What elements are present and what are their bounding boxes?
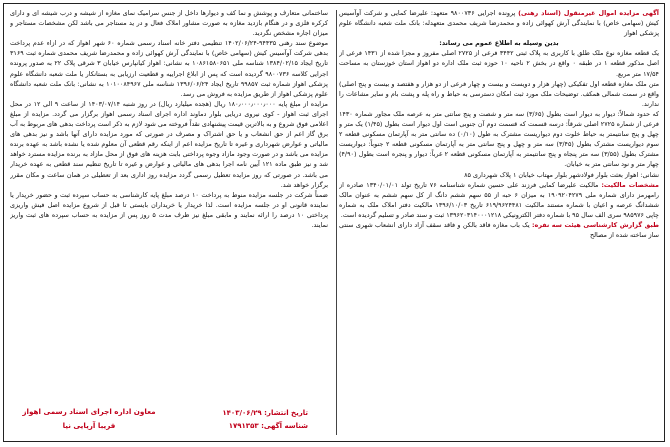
ownership-paragraph [339, 180, 659, 220]
participation-terms: ضمناً شرکت در جلسه مزایده منوط به پرداخت ۱۰ درصد مبلغ پایه کارشناسی به حساب سپرده ثبت و حضور خریدار یا نماینده قانونی او در جلسه مزایده است. لذا خریدار یا خریداران بایستی تا قبل از شروع مزایده اصل فیش واریزی پرداختی ۱۰ درصد را ارائه نمایند و مابقی مبلغ نیز ظرف مدت ۵ روز پس از مزایده به حساب سپرده های ثبت واریز نمایند. [10, 190, 328, 229]
ownership-text: مالکیت علیرضا کمایی فرزند علی حسین شماره شناسنامه ۷۶ تاریخ تولد ۱۳۴۰/۰۱/۰۱ صادره از رامهرمز دارای شماره ملی ۱۹۰۹۲۰۴۲۷۹ به میزان ۶ حبه از ۵۵ سهم ششم دانگ از کل سهم ششم به عنوان مالک ششدانگ عرصه و اعیان با شماره مستند مالکیت ۶۱۹/۹۶۲۴۴۸۱ تاریخ ۱۳۹۶/۱۰/۰۳ مالکیت دفتر املاک ملک به شماره چاپی ۹۸۵۹۷۶ سری الف سال ۹۵ با شماره دفتر الکترونیکی ۱۳۹۶۲۰۳۱۴۰۰۰۱۲۱۸ ثبت و سند صادر و تسلیم گردیده است. [339, 180, 659, 219]
notice-title-paragraph [339, 8, 659, 38]
property-address: نشانی: اهواز بعثت بلوار فولادشهر بلوار مهتاب خیابان ۱ پلاک شهرداری ۸۵ [464, 170, 659, 179]
expert-text: یک باب مغازه فاقد بالکن و فاقد سقف آزاد دارای انشعاب شهری سنتی ساز ساخته شده از مصالح [339, 220, 659, 240]
notice-title: آگهی مزایده اموال غیرمنقول (اسناد رهنی) [518, 9, 659, 17]
notice-id-line [198, 420, 308, 433]
signature-block [14, 405, 164, 433]
notice-id: ۱۷۹۱۳۵۳ [228, 422, 259, 430]
notice-page [3, 3, 665, 442]
notice-left-column [10, 8, 328, 389]
expert-paragraph [339, 220, 659, 240]
notice-announcement: بدین وسیله به اطلاع عموم می رساند: [439, 39, 559, 48]
column-divider [336, 10, 337, 435]
notice-right-column [339, 8, 659, 437]
property-boundaries: که حدود شمالاً: دیوار به دیوار است بطول (۳/۶۵) سه متر و شصت و پنج سانتی متر به عرصه ملک مجاور شماره ۱۴۳۰ فرعی از شماره ۲۷۲۵ اصلی شرقاً: درسه قسمت که قسمت دوم آن جنوبی است اول دیوار است بطول (۱/۴۵) یک متر و چهل و پنج سانتیمتر به حیاط خلوت دوم دیواریست مشترک به طول (۰/۱۰) ده سانتی متر به آپارتمان مسکونی قطعه ۲ سوم دیواریست مشترک بطول (۳/۴۵) سه متر و چهل و پنج سانتی متر به آپارتمان مسکونی قطعه ۲ جنوباً: دیواریست مشترک بطول (۳/۵۵) سه متر پنجاه و پنج سانتیمتر به آپارتمان مسکونی قطعه ۲ غرباً: دیوار و پنجره است بطول (۴/۹۰) چهار متر و نود سانتی متر به خیابان. [339, 109, 659, 169]
property-condition: ساختمانی متعارف و پوشش و نما کف و دیوارها داخل از جنس سرامیک نمای مغازه از شیشه و درب شیشه ای و دارای کرکره فلزی و در هنگام بازدید مغازه به صورت مشاور املاک فعال و در ید مستاجر می باشد لکن مشخصات مستاجر و میزان اجاره مشخص نگردید. [10, 9, 328, 38]
expert-label: طبق گزارش کارشناسی هیئت سه نفره: [531, 220, 659, 229]
mortgage-details: موضوع سند رهنی ۹۴۴۳۵-۱۴۰۲/۰۶/۲۴ تنظیمی دفتر خانه اسناد رسمی شماره ۶۰ شهر اهواز که در ازاء عدم پرداخت بدهی شرکت آوآسیس کیش (سهامی خاص) با نمایندگی آرش کهوائی زاده و محمدرضا شریف محمدی شماره ثبت ۳۱۶۹ تاریخ ایجاد ۱۳۸۴/۰۲/۱۵ شناسه ملی ۱۰۸۶۱۵۸۰۶۵۱ به نشانی: اهواز کیانپارس خیابان ۳ شرقی پلاک ۲۲ به صدور پرونده اجرایی کلاسه ۹۸۰۰۷۳۶ گردیده است که پس از ابلاغ اجراییه و قطعیت ارزیابی به بستانکار یا ملت شعبه دانشگاه علوم پزشکی اهواز شماره ثبت ۹۹۸۵۷ تاریخ ایجاد ۱۳۹۶/۰۶/۲۴ شناسه ملی ۱۰۱۰۰۸۴۹۶۷ به نشانی: بانک ملت شعبه دانشگاه علوم پزشکی اهواز از طریق مزایده به فروش می رسد. [10, 39, 328, 98]
notice-footer [10, 389, 658, 435]
publish-date-line [198, 407, 308, 420]
property-details: متن ملک مغازه قطعه اول تفکیکی (چهار هزار و دویست و بیست و چهار فرعی از دو هزار و هفتصد و بیست و پنج اصلی) واقع در سمت شمالی همکف. توضیحات ملک مورد ثبت امکان دسترسی به حیاط و راه پله و پشت بام و سایر مشاعات را ندارند. [339, 79, 659, 108]
property-description: یک قطعه مغازه نوع ملک طلق با کاربری به پلاک ثبتی ۳۴۴۲ فرعی از ۲۷۲۵ اصلی مفروز و مجزا شده از ۱۴۳۱ فرعی از اصل مذکور قطعه ۱ در طبقه ۰ واقع در بخش ۲ ناحیه ۱۰ حوزه ثبت ملک اداره دو اهواز استان خوزستان به مساحت ۱۷/۵۴ متر مربع. [339, 49, 659, 78]
notice-intro: پرونده اجرایی ۹۸۰۰۷۳۶ متعهد: علیرضا کمایی و شرکت آوآسیس کیش (سهامی خاص) با نمایندگی آرش کهوائی زاده و محمدرضا شریف محمدی متعهدله: بانک ملت شعبه دانشگاه علوم پزشکی اهواز [339, 9, 659, 38]
publication-info [198, 407, 308, 433]
publish-date-label: تاریخ انتشار: [264, 409, 308, 417]
ownership-label: مشخصات مالکیت: [601, 180, 659, 189]
signature-title: معاون اداره اجرای اسناد رسمی اهواز [22, 407, 156, 416]
auction-terms: مزایده از مبلغ پایه ۱۸۰٫۰۰۰٫۰۰۰٫۰۰۰ ریال (هجده میلیارد ریال) در روز شنبه ۱۴۰۳/۰۷/۱۴ از ساعت ۹ الی ۱۲ در محل اجرای ثبت اهواز - کوی نیروی دریایی بلوار دماوند اداره اجرای اسناد رسمی اهواز برگزار می گردد. مزایده از مبلغ اعلامی فوق شروع و به بالاترین قیمت پیشنهادی نقداً فروخته می شود لازم به ذکر است پرداخت بدهی های مربوط به آب برق گاز اعم از حق انشعاب و یا حق اشتراک و مصرف در صورتی که مورد مزایده دارای آنها باشد و نیز بدهی های مالیاتی و عوارض شهرداری و غیره تا تاریخ مزایده اعم از اینکه رقم قطعی آن معلوم شده یا نشده باشد به عهده برنده مزایده می باشد و در صورت وجود مازاد وجوه پرداختی بابت هزینه های فوق از محل مازاد به برنده مزایده مسترد خواهد شد و نیز طبق ماده ۱۲۱ آیین نامه اجرا بدهی های مالیاتی و عوارض و غیره تا تاریخ تنظیم سند قطعی به عهده خریدار می باشد. در صورتی که روز مزایده تعطیل رسمی گردد مزایده روز اداری بعد از تعطیلی در همان ساعت و مکان مقرر برگزار خواهد شد. [10, 99, 328, 189]
notice-id-label: شناسه آگهی: [261, 422, 308, 430]
signature-name: فریبا آریایی نیا [62, 421, 116, 430]
publish-date: ۱۴۰۳/۰۶/۲۹ [222, 409, 262, 417]
